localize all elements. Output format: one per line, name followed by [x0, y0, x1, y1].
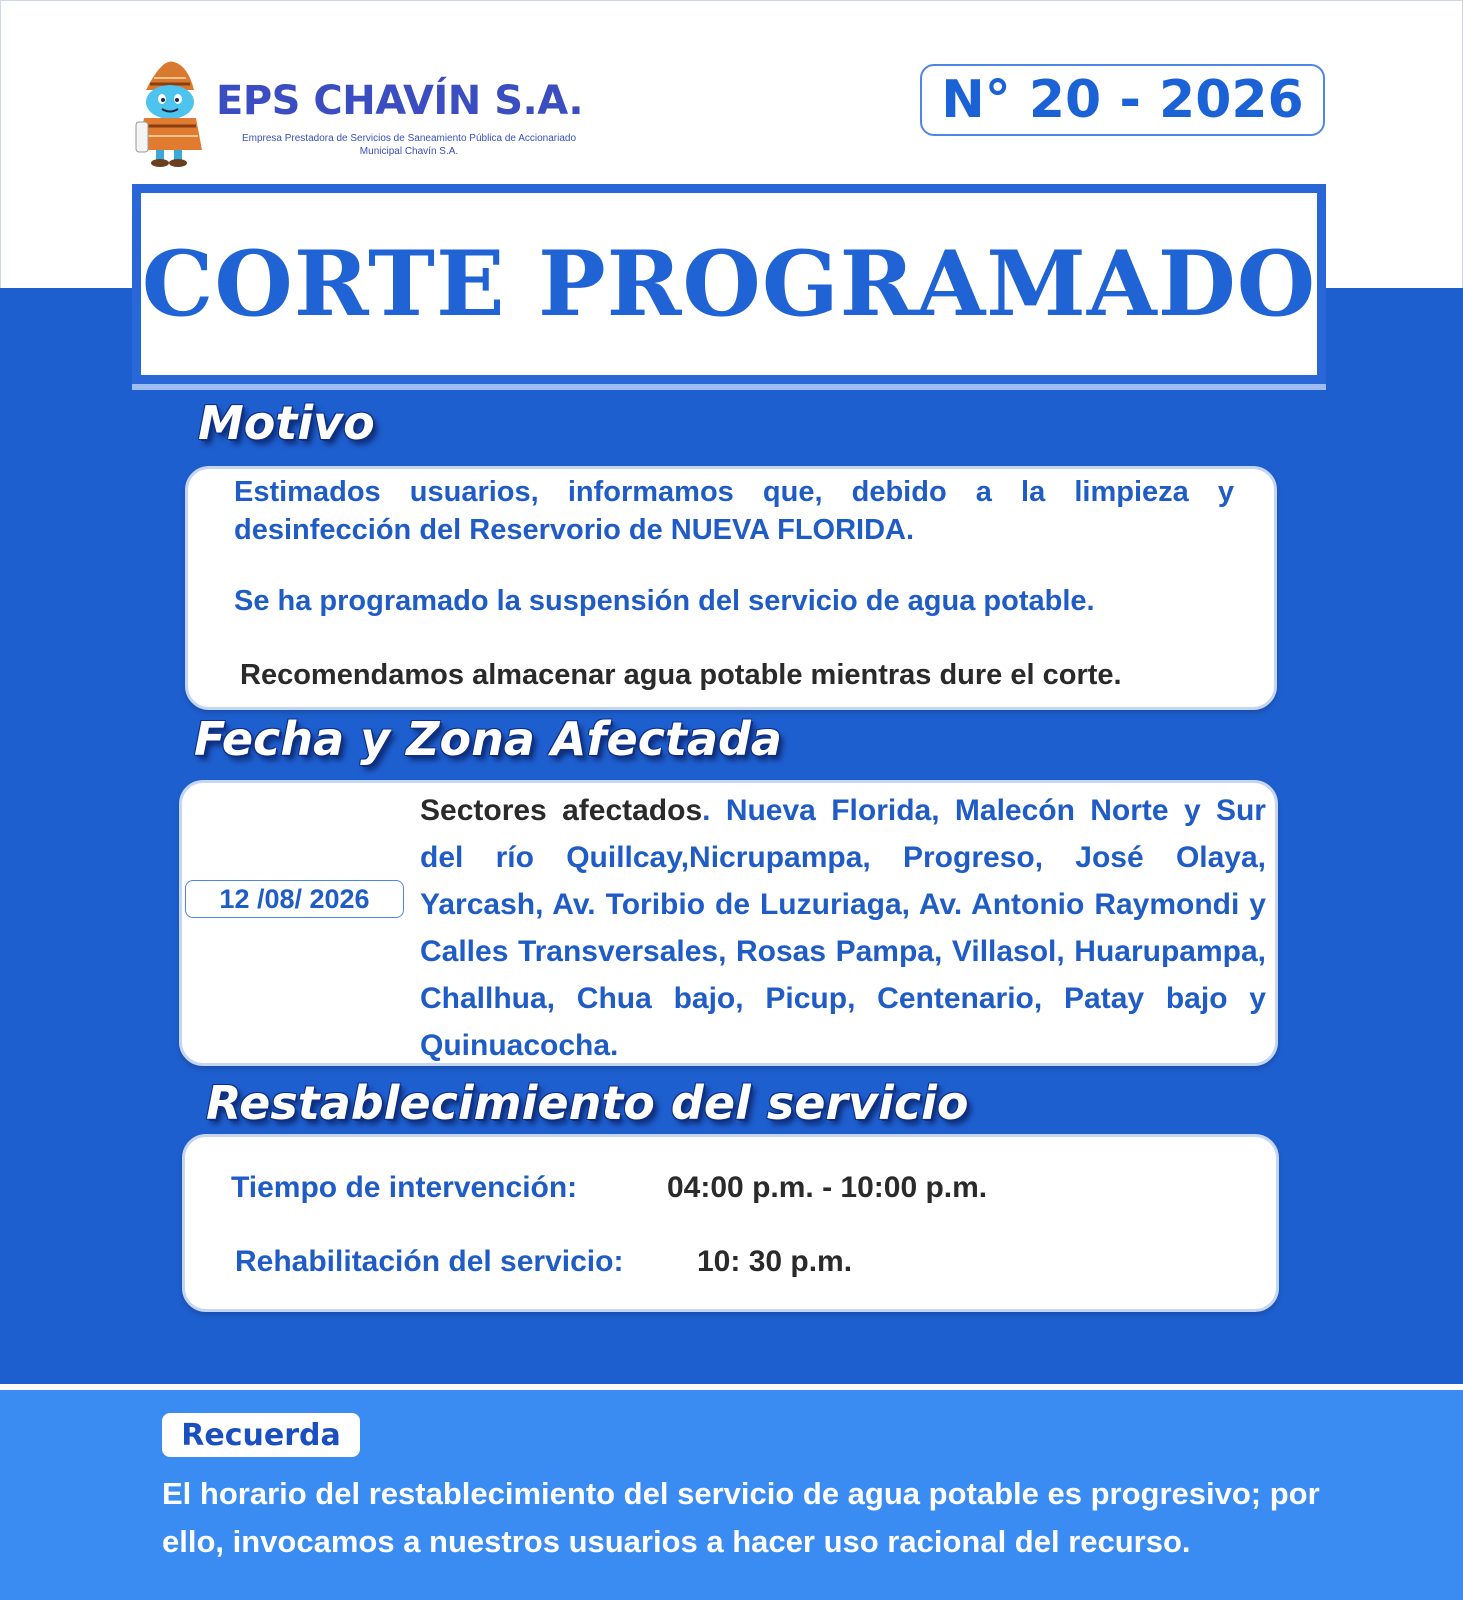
company-logo [132, 56, 622, 171]
brand-name: EPS CHAVÍN S.A. [216, 78, 584, 124]
tiempo-value: 04:00 p.m. - 10:00 p.m. [667, 1171, 988, 1204]
fecha-zona-heading: Fecha y Zona Afectada [194, 712, 782, 766]
restablecimiento-card [182, 1134, 1279, 1312]
motivo-card [185, 466, 1277, 710]
title-box [132, 184, 1326, 384]
motivo-paragraph-2: Se ha programado la suspensión del servicio de agua potable. [234, 585, 1095, 617]
sectores-list: . Nueva Florida, Malecón Norte y Sur del río Quillcay,Nicrupampa, Progreso, José Olaya, Yarcash, Av. Toribio de Luzuriaga, Av. Antonio Raymondi y Calles Transversales, Rosas Pampa, Villasol, Huarupampa, Challhua, Chua bajo, Picup, Centenario, Patay bajo y Quinuacocha. [420, 794, 1266, 1062]
motivo-paragraph-1: Estimados usuarios, informamos que, debido a la limpieza y desinfección del Reservorio de NUEVA FLORIDA. [234, 476, 1234, 546]
footer-text: El horario del restablecimiento del servicio de agua potable es progresivo; por ello, invocamos a nuestros usuarios a hacer uso racional del recurso. [162, 1476, 1320, 1559]
sectores-text [420, 787, 1266, 1069]
motivo-paragraph-3: Recomendamos almacenar agua potable mientras dure el corte. [240, 659, 1122, 691]
notice-number-badge: N° 20 - 2026 [920, 64, 1325, 136]
fecha-zona-card [179, 780, 1278, 1066]
motivo-heading: Motivo [198, 396, 375, 450]
date-badge: 12 /08/ 2026 [185, 880, 404, 918]
rehabilitacion-value: 10: 30 p.m. [697, 1245, 853, 1278]
sectores-label: Sectores afectados [420, 794, 703, 827]
water-drop-mascot-icon [132, 56, 214, 168]
brand-subtitle: Empresa Prestadora de Servicios de Saneamiento Pública de Accionariado Municipal Chavín S.A. [241, 133, 577, 157]
recuerda-badge: Recuerda [162, 1413, 360, 1457]
tiempo-label: Tiempo de intervención: [231, 1171, 578, 1204]
restablecimiento-heading: Restablecimiento del servicio [206, 1076, 969, 1130]
rehabilitacion-label: Rehabilitación del servicio: [235, 1245, 624, 1278]
page-title: CORTE PROGRAMADO [141, 231, 1317, 337]
